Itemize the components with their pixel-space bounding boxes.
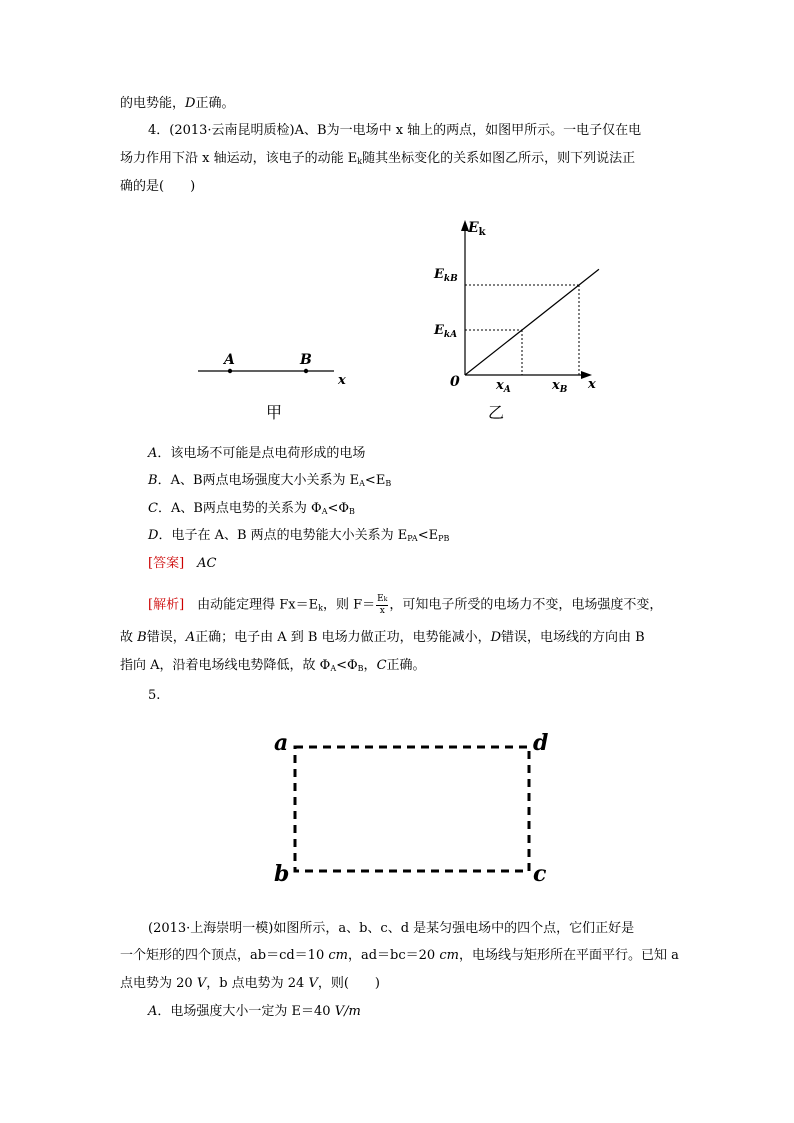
vertex-c-label: c bbox=[533, 861, 547, 887]
figure-caption: 乙 bbox=[488, 403, 505, 422]
option-b: B．A、B两点电场强度大小关系为 $E_A<E_B$ bbox=[148, 473, 392, 488]
origin-label: 0 bbox=[450, 374, 460, 390]
analysis-line3: 指向 A，沿着电场线电势降低，故 $\Phi_A<\Phi_B$，C正确。 bbox=[120, 658, 426, 673]
y-axis-label: $E_k$ bbox=[468, 220, 486, 238]
question-4-line1: 4．(2013·云南昆明质检)A、B为一电场中 x 轴上的两点，如图甲所示。一电子仅在电 bbox=[148, 123, 642, 138]
x-tick-label-xa: $x_A$ bbox=[496, 378, 511, 395]
x-axis-label: x bbox=[338, 373, 346, 388]
dashed-rectangle bbox=[295, 747, 529, 871]
option-d: D．电子在 A、B 两点的电势能大小关系为 $E_{PA}<E_{PB}$ bbox=[148, 528, 450, 543]
point-b-label: B bbox=[300, 352, 312, 368]
x-axis-label: x bbox=[588, 377, 596, 392]
question-5-line2: 一个矩形的四个顶点，ab＝cd＝10 cm，ad＝bc＝20 cm，电场线与矩形所在平面平行。已知 a bbox=[120, 948, 679, 963]
text-line: 的电势能，D正确。 bbox=[120, 96, 235, 111]
point-a-label: A bbox=[224, 352, 235, 368]
vertex-b-label: b bbox=[274, 861, 290, 887]
analysis-tag: [解析] bbox=[148, 597, 185, 613]
question-4-line2: 场力作用下沿 x 轴运动，该电子的动能 $E_k$随其坐标变化的关系如图乙所示，则下列说法正 bbox=[120, 151, 636, 166]
answer-tag: [答案] bbox=[148, 556, 185, 571]
y-tick-label-eka: $E_{kA}$ bbox=[434, 323, 458, 340]
option-c: C．A、B两点电势的关系为 $\Phi_A<\Phi_B$ bbox=[148, 501, 355, 516]
option-a: A．该电场不可能是点电荷形成的电场 bbox=[148, 446, 366, 461]
vertex-a-label: a bbox=[274, 730, 289, 756]
question-5-line3: 点电势为 20 V，b 点电势为 24 V，则( ) bbox=[120, 976, 381, 991]
question-5-line1: (2013·上海崇明一模)如图所示，a、b、c、d 是某匀强电场中的四个点，它们正好是 bbox=[148, 921, 635, 936]
question-5-option-a: A．电场强度大小一定为 E＝40 V/m bbox=[148, 1004, 361, 1019]
answer-value: AC bbox=[197, 556, 217, 571]
analysis-line1: [解析] 由动能定理得 $Fx=E_k$，则 F＝ $\frac{Ek}{x}$ ，可知电子所受的电场力不变，电场强度不变， bbox=[148, 594, 663, 616]
figure-caption: 甲 bbox=[266, 403, 283, 422]
vertex-d-label: d bbox=[533, 730, 549, 756]
x-tick-label-xb: $x_B$ bbox=[552, 378, 568, 395]
y-tick-label-ekb: $E_{kB}$ bbox=[434, 267, 458, 284]
fraction: $\frac{Ek}{x}$ bbox=[377, 594, 388, 616]
question-5-number: 5. bbox=[148, 688, 161, 703]
analysis-line2: 故 B错误，A正确；电子由 A 到 B 电场力做正功，电势能减小，D错误，电场线的方向由 B bbox=[120, 630, 645, 645]
question-4-line3: 确的是( ) bbox=[120, 179, 196, 194]
